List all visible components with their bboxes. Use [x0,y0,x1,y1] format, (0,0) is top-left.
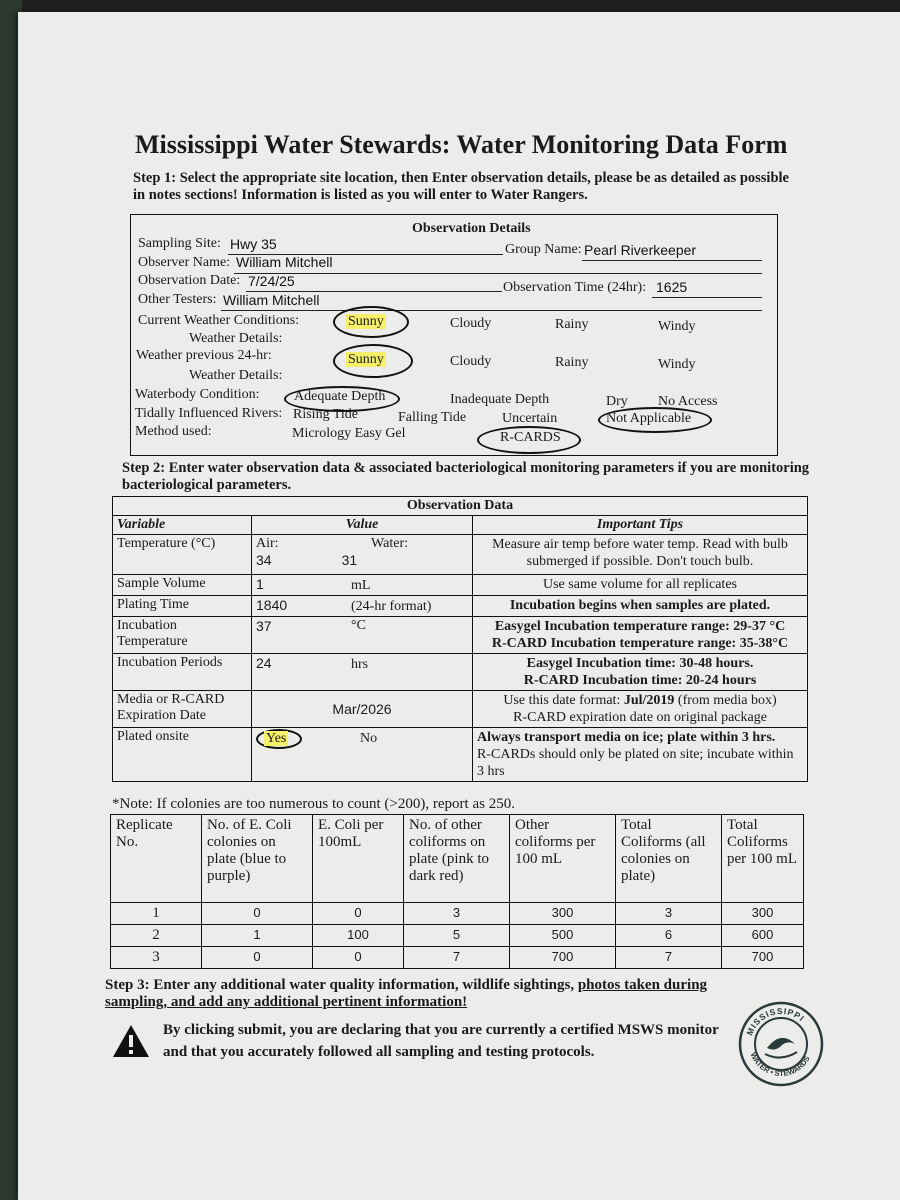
inc-temp-cell [252,617,473,654]
rep-cell[interactable]: 0 [313,903,404,925]
rep-cell: 1 [111,903,202,925]
inc-temp-tip-rcard: R-CARD Incubation temperature range: 35-38°C [491,636,789,651]
onsite-cell [252,728,473,782]
group-name-line [582,260,762,261]
observer-label: Observer Name: [138,255,231,270]
prev-weather-windy[interactable]: Windy [658,357,696,372]
col-tips: Important Tips [473,516,808,535]
rep-cell: 3 [111,947,202,969]
method-label: Method used: [135,424,212,439]
other-testers-field[interactable]: William Mitchell [223,292,320,308]
observation-details-header: Observation Details [412,221,531,236]
expiry-tip-post: (from media box) [674,693,777,708]
rep-cell[interactable]: 5 [404,925,510,947]
current-weather-cloudy[interactable]: Cloudy [450,316,492,331]
onsite-tip [473,728,808,782]
inc-temp-value[interactable]: 37 [256,618,272,634]
date-field[interactable]: 7/24/25 [248,273,295,289]
inc-period-tip-easygel: Easygel Incubation time: 30-48 hours. [526,656,754,671]
method-rcards[interactable]: R-CARDS [500,430,561,445]
rep-header-ecoli-per-100: E. Coli per 100mL [313,815,404,903]
rep-header-ecoli-colonies: No. of E. Coli colonies on plate (blue to purple) [202,815,313,903]
inc-period-cell [252,654,473,691]
time-label: Observation Time (24hr): [503,280,647,295]
plating-label: Plating Time [113,596,252,617]
inc-period-label: Incubation Periods [113,654,252,691]
onsite-yes[interactable]: Yes [256,729,302,749]
prev-weather-details-label: Weather Details: [189,368,283,383]
expiry-tip [473,691,808,728]
volume-label: Sample Volume [113,575,252,596]
other-testers-line [221,310,762,311]
rep-cell: 2 [111,925,202,947]
rep-cell[interactable]: 100 [313,925,404,947]
temp-value-cell [252,535,473,575]
expiry-tip-format: Jul/2019 [623,693,675,708]
onsite-tip-transport: Always transport media on ice; plate within 3 hrs. [477,730,776,745]
temp-tip: Measure air temp before water temp. Read with bulb submerged if possible. Don't touch bulb. [473,535,808,575]
prev-weather-sunny[interactable]: Sunny [348,352,384,367]
inc-temp-tip-easygel: Easygel Incubation temperature range: 29-37 °C [494,619,786,634]
current-weather-rainy[interactable]: Rainy [555,317,589,332]
inc-period-tip-rcard: R-CARD Incubation time: 20-24 hours [523,673,757,688]
rep-cell[interactable]: 700 [722,947,804,969]
air-label: Air: [256,536,279,551]
water-value[interactable]: 31 [341,552,358,568]
volume-value[interactable]: 1 [256,576,264,592]
expiry-tip-pre: Use this date format: [503,693,624,708]
rep-cell[interactable]: 0 [202,947,313,969]
onsite-tip-rcard: R-CARDs should only be plated on site; incubate within 3 hrs [477,747,794,779]
volume-tip: Use same volume for all replicates [473,575,808,596]
observation-data-header: Observation Data [113,497,808,516]
rep-cell[interactable]: 1 [202,925,313,947]
current-weather-details-label: Weather Details: [189,331,283,346]
volume-unit: mL [351,578,371,593]
rep-header-other-per-100: Other coliforms per 100 mL [510,815,616,903]
current-weather-windy[interactable]: Windy [658,319,696,334]
rep-header-replicate: Replicate No. [111,815,202,903]
col-variable: Variable [113,516,252,535]
plating-cell [252,596,473,617]
table-row [111,925,804,947]
expiry-value[interactable]: Mar/2026 [252,691,473,728]
sampling-site-label: Sampling Site: [138,236,221,251]
waterbody-inadequate[interactable]: Inadequate Depth [450,392,550,407]
tidal-label: Tidally Influenced Rivers: [135,406,283,421]
observer-field[interactable]: William Mitchell [236,254,333,270]
rep-cell[interactable]: 500 [510,925,616,947]
observer-line [234,273,762,274]
time-line [652,297,762,298]
date-label: Observation Date: [138,273,241,288]
rep-cell[interactable]: 300 [722,903,804,925]
page-title: Mississippi Water Stewards: Water Monitoring Data Form [135,130,788,159]
waterbody-dry[interactable]: Dry [606,394,628,409]
prev-weather-rainy[interactable]: Rainy [555,355,589,370]
rep-cell[interactable]: 7 [616,947,722,969]
logo-text-bottom: WATER • STEWARDS [748,1051,812,1079]
inc-period-unit: hrs [351,657,369,672]
rep-cell[interactable]: 7 [404,947,510,969]
inc-temp-unit: °C [351,618,366,633]
tidal-uncertain[interactable]: Uncertain [502,411,558,426]
plating-tip: Incubation begins when samples are plated. [473,596,808,617]
table-row [111,903,804,925]
prev-weather-label: Weather previous 24-hr: [136,348,272,363]
tidal-falling[interactable]: Falling Tide [398,410,467,425]
inc-temp-label: Incubation Temperature [113,617,252,654]
table-row [111,947,804,969]
rep-cell[interactable]: 3 [616,903,722,925]
rep-cell[interactable]: 600 [722,925,804,947]
plating-value[interactable]: 1840 [256,597,288,613]
step3-underline-sampling: sampling, and add any additional pertinent information! [105,994,468,1010]
current-weather-sunny[interactable]: Sunny [348,314,384,329]
logo-text-top: MISSISSIPPI [744,1005,807,1037]
method-easygel[interactable]: Micrology Easy Gel [292,426,406,441]
expiry-tip-rcard: R-CARD expiration date on original package [513,710,767,725]
observation-data-table [112,496,808,782]
group-name-label: Group Name: [505,242,582,257]
rep-cell[interactable]: 300 [510,903,616,925]
warning-icon [112,1024,150,1063]
inc-temp-tip [473,617,808,654]
time-field[interactable]: 1625 [656,279,688,295]
prev-weather-cloudy[interactable]: Cloudy [450,354,492,369]
rep-header-total-colonies: Total Coliforms (all colonies on plate) [616,815,722,903]
onsite-label: Plated onsite [113,728,252,782]
sampling-site-field[interactable]: Hwy 35 [230,236,277,252]
svg-text:MISSISSIPPI [744,1006,806,1037]
expiry-label: Media or R-CARD Expiration Date [113,691,252,728]
col-value: Value [252,516,473,535]
air-value[interactable]: 34 [256,552,272,568]
water-label: Water: [371,536,408,551]
current-weather-label: Current Weather Conditions: [138,313,300,328]
rep-cell[interactable]: 0 [313,947,404,969]
waterbody-label: Waterbody Condition: [135,387,260,402]
inc-period-value[interactable]: 24 [256,655,272,671]
rep-cell[interactable]: 700 [510,947,616,969]
step2-instructions: Step 2: Enter water observation data & associated bacteriological monitoring parameters if you are monitoring bacteriological parameters. [122,460,810,493]
step1-instructions: Step 1: Select the appropriate site location, then Enter observation details, please be as detailed as possible in notes sections! Information is listed as you will enter to Water Rangers. [133,170,789,203]
certification-warning: By clicking submit, you are declaring that you are currently a certified MSWS monitor and that you accurately followed all sampling and testing protocols. [163,1022,719,1060]
step3-text: Step 3: Enter any additional water quality information, wildlife sightings, [105,977,578,993]
other-testers-label: Other Testers: [138,292,217,307]
colonies-note: *Note: If colonies are too numerous to count (>200), report as 250. [112,796,515,812]
rep-cell[interactable]: 6 [616,925,722,947]
temp-label: Temperature (°C) [113,535,252,575]
waterbody-no-access[interactable]: No Access [658,394,718,409]
tidal-not-applicable[interactable]: Not Applicable [606,411,692,426]
svg-text:WATER • STEWARDS [749,1051,812,1078]
group-name-field[interactable]: Pearl Riverkeeper [584,242,697,258]
rep-header-total-per-100: Total Coliforms per 100 mL [722,815,804,903]
step3-underline-photos: photos taken during [577,977,708,993]
step3-instructions [105,977,745,1011]
waterbody-adequate[interactable]: Adequate Depth [294,389,386,404]
rep-header-other-colonies: No. of other coliforms on plate (pink to dark red) [404,815,510,903]
inc-period-tip [473,654,808,691]
rep-cell[interactable]: 3 [404,903,510,925]
msws-logo [737,1000,825,1093]
onsite-no[interactable]: No [360,731,378,746]
rep-cell[interactable]: 0 [202,903,313,925]
replicate-table [110,814,804,969]
plating-unit: (24-hr format) [351,599,432,614]
volume-cell [252,575,473,596]
tidal-rising[interactable]: Rising Tide [293,407,358,422]
